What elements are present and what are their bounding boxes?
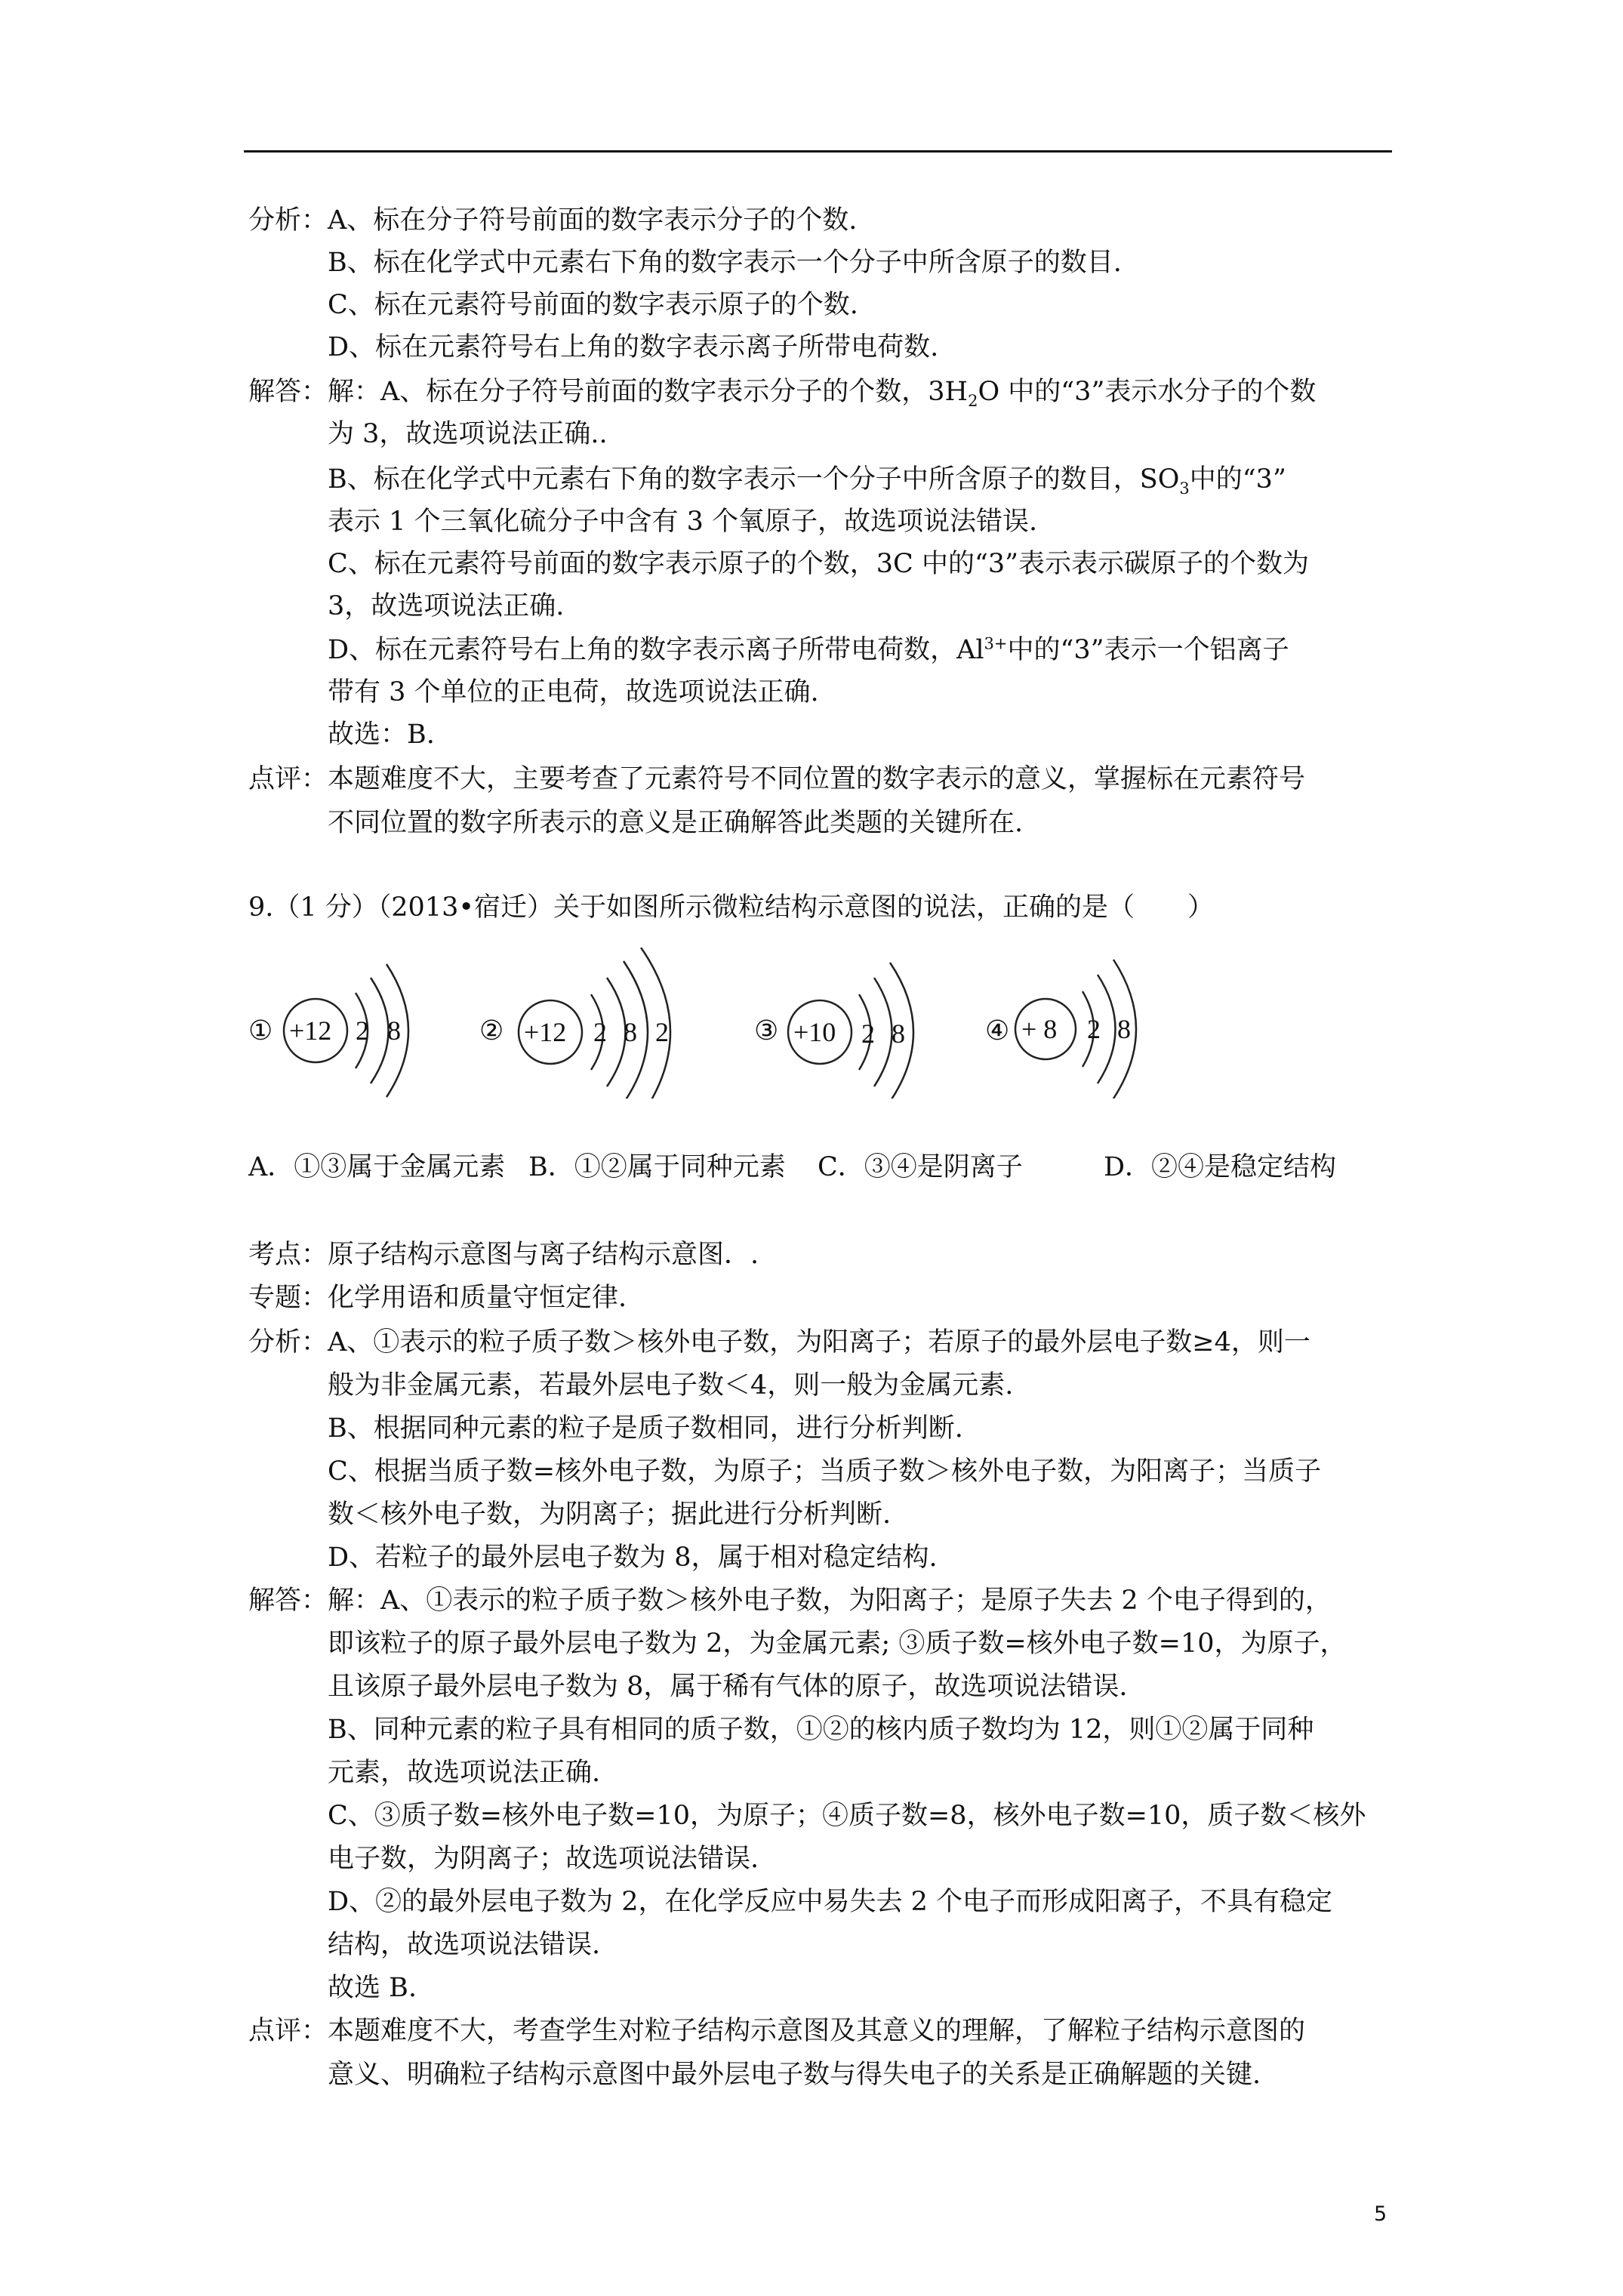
solution-line: 3，故选项说法正确. [328,591,565,621]
particle-4 [985,960,1136,1099]
analysis-line: D、标在元素符号右上角的数字表示离子所带电荷数. [328,332,939,362]
solution-choice: 故选 B. [328,1973,417,2003]
solution-line: D、②的最外层电子数为 2，在化学反应中易失去 2 个电子而形成阳离子，不具有稳定 [328,1887,1332,1917]
solution-line: 为 3，故选项说法正确.. [328,419,608,449]
option-c: C．③④是阴离子 [818,1152,1023,1182]
solution-line: 即该粒子的原子最外层电子数为 2，为金属元素; ③质子数=核外电子数=10，为原子， [328,1629,1347,1659]
solution-line: 解答：解：A、①表示的粒子质子数＞核外电子数，为阳离子；是原子失去 2 个电子得到的， [248,1586,1332,1616]
electron-shell [607,978,626,1086]
particle-structure-diagram [244,948,1165,1099]
shell-electrons: 2 [593,1017,607,1047]
nucleus-charge: +12 [524,1017,567,1047]
particle-2 [479,948,670,1099]
nucleus-charge: +12 [289,1015,332,1046]
shell-electrons: 8 [892,1019,905,1049]
electron-shell [874,978,892,1086]
solution-line: D、标在元素符号右上角的数字表示离子所带电荷数，$Al^{3+}$中的“3”表示一个铝离子 [328,634,1289,665]
solution-line: 表示 1 个三氧化硫分子中含有 3 个氧原子，故选项说法错误. [328,507,1038,537]
solution-line: C、标在元素符号前面的数字表示原子的个数，3C 中的“3”表示表示碳原子的个数为 [328,549,1310,579]
shell-electrons: 8 [624,1017,637,1047]
solution-line: 元素，故选项说法正确. [328,1758,601,1788]
option-a: A．①③属于金属元素 [248,1152,506,1182]
particle-label: ③ [754,1015,779,1046]
solution-line: 且该原子最外层电子数为 8，属于稀有气体的原子，故选项说法错误. [328,1672,1128,1702]
electron-shell [371,978,389,1083]
solution-line: 电子数，为阴离子；故选项说法错误. [328,1844,759,1874]
shell-electrons: 2 [356,1015,369,1046]
solution-choice: 故选：B. [328,720,435,750]
nucleus-charge: + 8 [1021,1014,1058,1044]
particle-label: ② [479,1015,504,1046]
analysis-line: C、根据当质子数=核外电子数，为原子；当质子数＞核外电子数，为阳离子；当质子 [328,1456,1322,1487]
question-stem: 9.（1 分）（2013•宿迁）关于如图所示微粒结构示意图的说法，正确的是（ ） [248,892,1215,923]
comment-line: 不同位置的数字所表示的意义是正确解答此类题的关键所在. [328,808,1024,838]
shell-electrons: 8 [1117,1014,1131,1044]
option-d: D．②④是稳定结构 [1104,1152,1337,1182]
analysis-line: B、根据同种元素的粒子是质子数相同，进行分析判断. [328,1413,963,1444]
zhuanti-line: 专题：化学用语和质量守恒定律. [248,1283,627,1313]
particle-3 [754,963,913,1099]
analysis-line: D、若粒子的最外层电子数为 8，属于相对稳定结构. [328,1542,938,1573]
particle-label: ④ [985,1015,1010,1046]
shell-electrons: 2 [655,1017,669,1047]
solution-line: 结构，故选项说法错误. [328,1930,601,1960]
nucleus-charge: +10 [793,1017,836,1047]
analysis-line: 数＜核外电子数，为阴离子；据此进行分析判断. [328,1499,892,1530]
kaodian-line: 考点：原子结构示意图与离子结构示意图．. [248,1240,759,1270]
comment-line: 点评：本题难度不大，主要考查了元素符号不同位置的数字表示的意义，掌握标在元素符号 [248,764,1306,794]
comment-line: 点评：本题难度不大，考查学生对粒子结构示意图及其意义的理解，了解粒子结构示意图的 [248,2016,1306,2046]
solution-line: 解答：解：A、标在分子符号前面的数字表示分子的个数，$3H_2O$ 中的“3”表示水分子的个数 [248,377,1317,410]
comment-line: 意义、明确粒子结构示意图中最外层电子数与得失电子的关系是正确解题的关键. [328,2060,1261,2090]
analysis-line: 般为非金属元素，若最外层电子数＜4，则一般为金属元素. [328,1370,1014,1401]
solution-line: C、③质子数=核外电子数=10，为原子；④质子数=8，核外电子数=10，质子数＜核外 [328,1801,1366,1831]
shell-electrons: 2 [1087,1014,1101,1044]
shell-electrons: 2 [861,1019,875,1049]
page-number: 5 [1374,2202,1387,2226]
solution-line: B、标在化学式中元素右下角的数字表示一个分子中所含原子的数目，$SO_3$中的“3” [328,464,1286,498]
analysis-line: C、标在元素符号前面的数字表示原子的个数. [328,290,858,320]
solution-line: B、同种元素的粒子具有相同的质子数，①②的核内质子数均为 12，则①②属于同种 [328,1715,1314,1745]
shell-electrons: 8 [387,1015,401,1046]
option-b: B．①②属于同种元素 [528,1152,786,1182]
analysis-line: 分析：A、标在分子符号前面的数字表示分子的个数. [248,205,858,236]
header-rule [244,150,1392,153]
analysis-line: B、标在化学式中元素右下角的数字表示一个分子中所含原子的数目. [328,248,1122,278]
solution-line: 带有 3 个单位的正电荷，故选项说法正确. [328,677,819,707]
particle-1 [248,964,408,1097]
particle-label: ① [248,1015,273,1046]
analysis-line: 分析：A、①表示的粒子质子数＞核外电子数，为阳离子；若原子的最外层电子数≥4，则一 [248,1327,1310,1358]
